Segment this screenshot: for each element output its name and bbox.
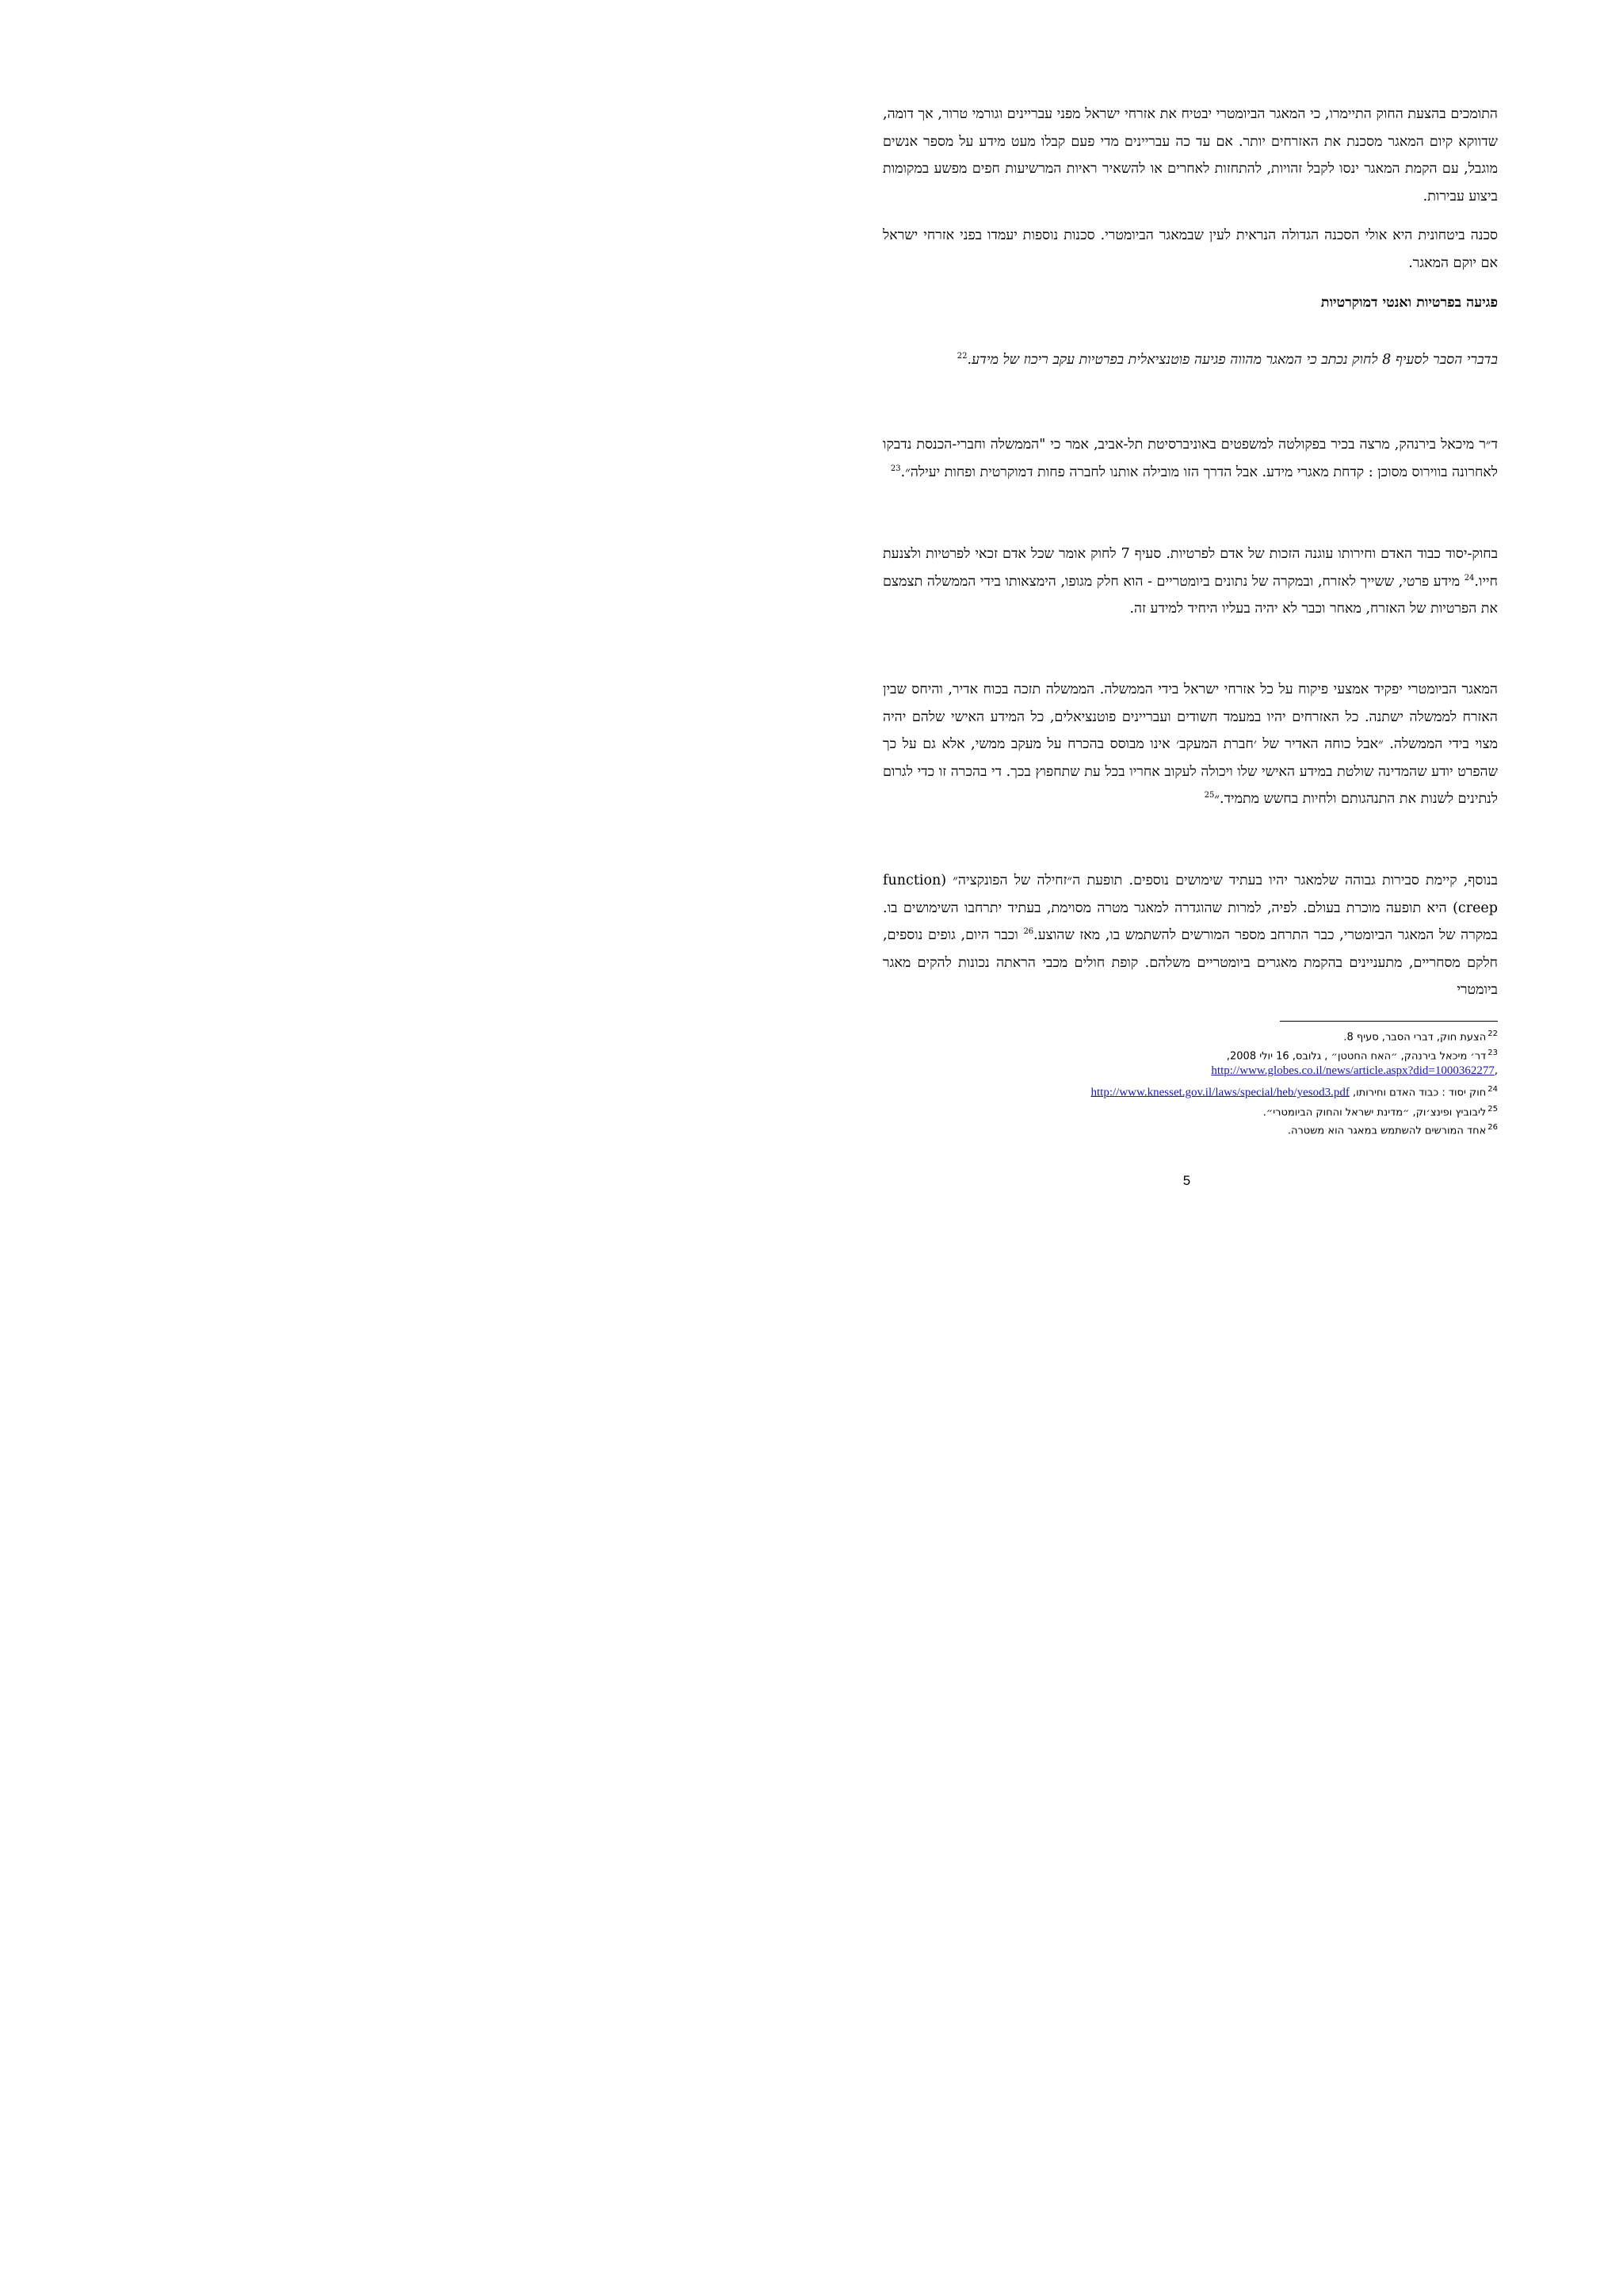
paragraph-text bbox=[883, 541, 1498, 623]
paragraph-body-cont: מידע פרטי, ששייך לאזרח, ובמקרה של נתונים ביומטריים - הוא חלק מגופו, הימצאותו בידי הממשלה תצמצם את הפרטיות של האזרח, מאחר וכבר לא יהיה בעליו היחיד למידע זה. bbox=[883, 573, 1498, 617]
footnote-link[interactable]: http://www.globes.co.il/news/article.aspx?did=1000362277 bbox=[1211, 1064, 1495, 1077]
paragraph-text bbox=[883, 431, 1498, 486]
paragraph-body: בחוק-יסוד כבוד האדם וחירותו עוגנה הזכות של אדם לפרטיות. סעיף 7 לחוק אומר שכל אדם זכאי לפרטיות ולצנעת חייו. bbox=[883, 546, 1499, 590]
footnote-23 bbox=[1227, 1046, 1498, 1063]
footnote-24 bbox=[1091, 1083, 1498, 1099]
paragraph-text bbox=[883, 676, 1498, 813]
paragraph-body: בנוסף, קיימת סבירות גבוהה שלמאגר יהיו בעתיד שימושים נוספים. תופעת ה״זחילה של הפונקציה״ (function creep) היא תופעה מוכרת בעולם. לפיה, למרות שהוגדרה למאגר מטרה מסוימת, בעתיד יתרחבו השימושים בו. במקרה של המאגר הביומטרי, כבר התרחב מספר המורשים להשתמש בו, מאז שהוצע. bbox=[883, 873, 1498, 943]
footnote-number: 25 bbox=[1487, 1105, 1498, 1114]
section-heading bbox=[883, 289, 1498, 316]
paragraph-function-creep bbox=[883, 867, 1498, 1004]
paragraph-body: ד״ר מיכאל בירנהק, מרצה בכיר בפקולטה למשפטים באוניברסיטת תל-אביב, אמר כי "הממשלה וחברי-הכנסת נדבקו לאחרונה בווירוס מסוכן : קדחת מאגרי מידע. אבל הדרך הזו מובילה אותנו לחברה פחות דמוקרטית ופחות יעילה״. bbox=[883, 437, 1498, 480]
quote-body: בדברי הסבר לסעיף 8 לחוק נכתב כי המאגר מהווה פגיעה פוטנציאלית בפרטיות עקב ריכוז של מידע. bbox=[967, 351, 1498, 368]
footnote-number: 24 bbox=[1487, 1085, 1498, 1094]
footnote-separator bbox=[1280, 1021, 1498, 1022]
footnote-text: דר׳ מיכאל בירנהק, ״האח החטטן״ , גלובס, 16 יולי 2008, bbox=[1226, 1050, 1487, 1063]
footnote-25 bbox=[1263, 1102, 1498, 1119]
paragraph-security-risk bbox=[883, 222, 1498, 277]
footnote-ref[interactable]: 23 bbox=[890, 464, 901, 473]
quote-text bbox=[883, 342, 1498, 374]
footnote-26 bbox=[1288, 1121, 1498, 1137]
footnote-ref[interactable]: 22 bbox=[957, 352, 968, 361]
footnote-text: הצעת חוק, דברי הסבר, סעיף 8. bbox=[1343, 1031, 1487, 1044]
footnote-ref[interactable]: 26 bbox=[1023, 927, 1034, 937]
paragraph-text bbox=[883, 867, 1498, 1004]
footnote-link[interactable]: http://www.knesset.gov.il/laws/special/heb/yesod3.pdf bbox=[1090, 1086, 1350, 1099]
footnote-link-suffix: , bbox=[1494, 1065, 1498, 1077]
footnote-text: חוק יסוד : כבוד האדם וחירותו, bbox=[1353, 1087, 1487, 1099]
footnote-ref[interactable]: 24 bbox=[1464, 573, 1475, 583]
paragraph-text: התומכים בהצעת החוק התיימרו, כי המאגר הביומטרי יבטיח את אזרחי ישראל מפני עבריינים וגורמי טרור, אך דומה, שדווקא קיום המאגר מסכנת את האזרחים יותר. אם עד כה עבריינים מדי פעם קבלו מעט מידע על מספר אנשים מוגבל, עם הקמת המאגר ינסו לקבל זהויות, להתחזות לאחרים או להשאיר ראיות המרשיעות חפים מפשע במקומות ביצוע עבירות. bbox=[883, 106, 1498, 204]
paragraph-text: סכנה ביטחונית היא אולי הסכנה הגדולה הנראית לעין שבמאגר הביומטרי. סכנות נוספות יעמדו בפני אזרחי ישראל אם יוקם המאגר. bbox=[883, 227, 1498, 271]
footnote-23-link-line bbox=[1211, 1064, 1498, 1078]
paragraph-basic-law bbox=[883, 541, 1498, 623]
footnote-number: 22 bbox=[1487, 1030, 1498, 1038]
footnote-number: 26 bbox=[1487, 1123, 1498, 1132]
footnote-text: ליבוביץ ופינצ׳וק, ״מדינת ישראל והחוק הביומטרי״. bbox=[1262, 1106, 1487, 1119]
paragraph-body-cont: וכבר היום, גופים נוספים, חלקם מסחריים, מתעניינים בהקמת מאגרים ביומטריים משלהם. קופת חולים מכבי הראתה נכונות להקים מאגר ביומטרי bbox=[883, 927, 1498, 998]
page-number: 5 bbox=[1182, 1173, 1191, 1188]
footnote-number: 23 bbox=[1487, 1049, 1498, 1057]
footnote-ref[interactable]: 25 bbox=[1204, 791, 1215, 800]
quote-paragraph bbox=[883, 342, 1498, 374]
footnote-text: אחד המורשים להשתמש במאגר הוא משטרה. bbox=[1287, 1125, 1487, 1137]
footnote-22 bbox=[1343, 1027, 1498, 1044]
paragraph-surveillance bbox=[883, 676, 1498, 813]
section-heading-text: פגיעה בפרטיות ואנטי דמוקרטיות bbox=[1320, 295, 1498, 311]
paragraph-body: המאגר הביומטרי יפקיד אמצעי פיקוח על כל אזרחי ישראל בידי הממשלה. הממשלה תזכה בכוח אדיר, והיחס שבין האזרח לממשלה ישתנה. כל האזרחים יהיו במעמד חשודים ועבריינים פוטנציאלים, כל המידע האישי שלהם יהיה מצוי בידי הממשלה. ״אבל כוחה האדיר של ׳חברת המעקב׳ אינו מבוסס בהכרח על מעקב ממשי, אלא גם על כך שהפרט יודע שהמדינה שולטת במידע האישי שלו ויכולה לעקוב אחריו בכל עת שתחפוץ בכך. די בהכרה זו כדי לגרום לנתינים לשנות את התנהגותם ולחיות בחשש מתמיד.״ bbox=[883, 682, 1498, 807]
paragraph-birnhack-quote bbox=[883, 431, 1498, 486]
document-page bbox=[750, 0, 1623, 1234]
paragraph-security-claims bbox=[883, 101, 1498, 210]
